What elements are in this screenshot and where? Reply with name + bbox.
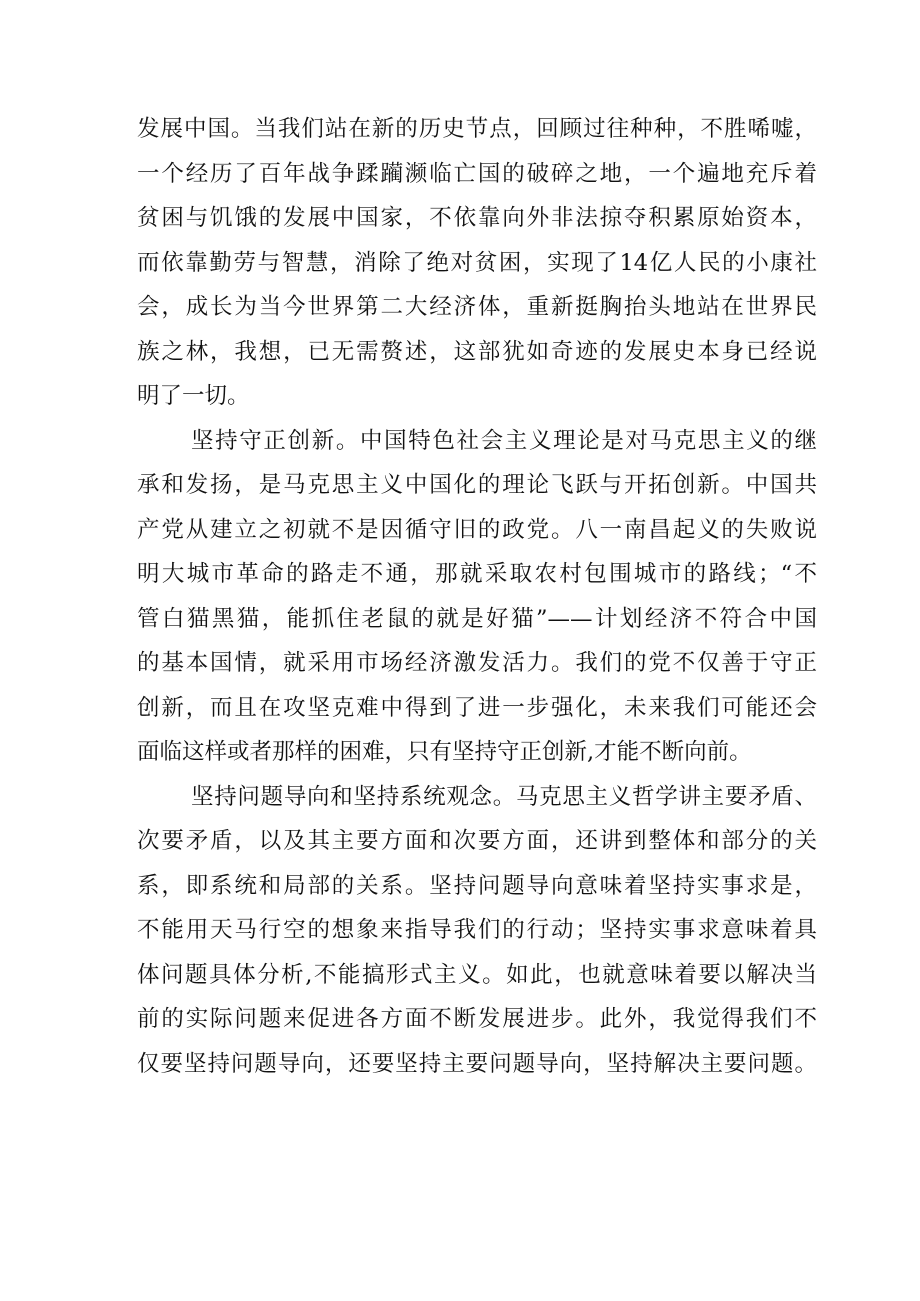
text-line: 系，即系统和局部的关系。坚持问题导向意味着坚持实事求是， (137, 872, 817, 899)
text-line: 产党从建立之初就不是因循守旧的政党。八一南昌起义的失败说 (137, 516, 817, 543)
text-line: 坚持守正创新。中国特色社会主义理论是对马克思主义的继 (191, 427, 817, 454)
text-line: 次要矛盾，以及其主要方面和次要方面，还讲到整体和部分的关 (137, 828, 817, 854)
text-line: 发展中国。当我们站在新的历史节点，回顾过往种种，不胜唏嘘， (137, 116, 817, 142)
text-line: 会，成长为当今世界第二大经济体，重新挺胸抬头地站在世界民 (137, 294, 817, 320)
text-line: 的基本国情，就采用市场经济激发活力。我们的党不仅善于守正 (137, 650, 817, 676)
text-line: 体问题具体分析,不能搞形式主义。如此，也就意味着要以解决当 (137, 961, 817, 988)
text-line: 而依靠勤劳与智慧，消除了绝对贫困，实现了14亿人民的小康社 (137, 249, 817, 276)
text-line: 承和发扬，是马克思主义中国化的理论飞跃与开拓创新。中国共 (137, 472, 817, 498)
text-line: 明大城市革命的路走不通，那就采取农村包围城市的路线；“不 (137, 561, 817, 587)
paragraph-problem-orientation (137, 775, 817, 1087)
paragraph-innovation (137, 419, 817, 775)
document-body (137, 107, 817, 1086)
text-line: 明了一切。 (137, 383, 250, 409)
text-line: 坚持问题导向和坚持系统观念。马克思主义哲学讲主要矛盾、 (191, 783, 817, 810)
paragraph-development-china (137, 107, 817, 419)
text-line: 不能用天马行空的想象来指导我们的行动；坚持实事求意味着具 (137, 917, 817, 943)
text-line: 面临这样或者那样的困难，只有坚持守正创新,才能不断向前。 (137, 739, 752, 765)
text-line: 一个经历了百年战争蹂躏濒临亡国的破碎之地，一个遍地充斥着 (137, 160, 817, 187)
text-line: 前的实际问题来促进各方面不断发展进步。此外，我觉得我们不 (137, 1006, 817, 1032)
text-line: 创新，而且在攻坚克难中得到了进一步强化，未来我们可能还会 (137, 694, 817, 721)
text-line: 仅要坚持问题导向，还要坚持主要问题导向，坚持解决主要问题。 (137, 1050, 817, 1077)
text-line: 族之林，我想，已无需赘述，这部犹如奇迹的发展史本身已经说 (137, 338, 817, 365)
text-line: 管白猫黑猫，能抓住老鼠的就是好猫”——计划经济不符合中国 (137, 605, 817, 632)
text-line: 贫困与饥饿的发展中国家，不依靠向外非法掠夺积累原始资本， (137, 205, 817, 231)
